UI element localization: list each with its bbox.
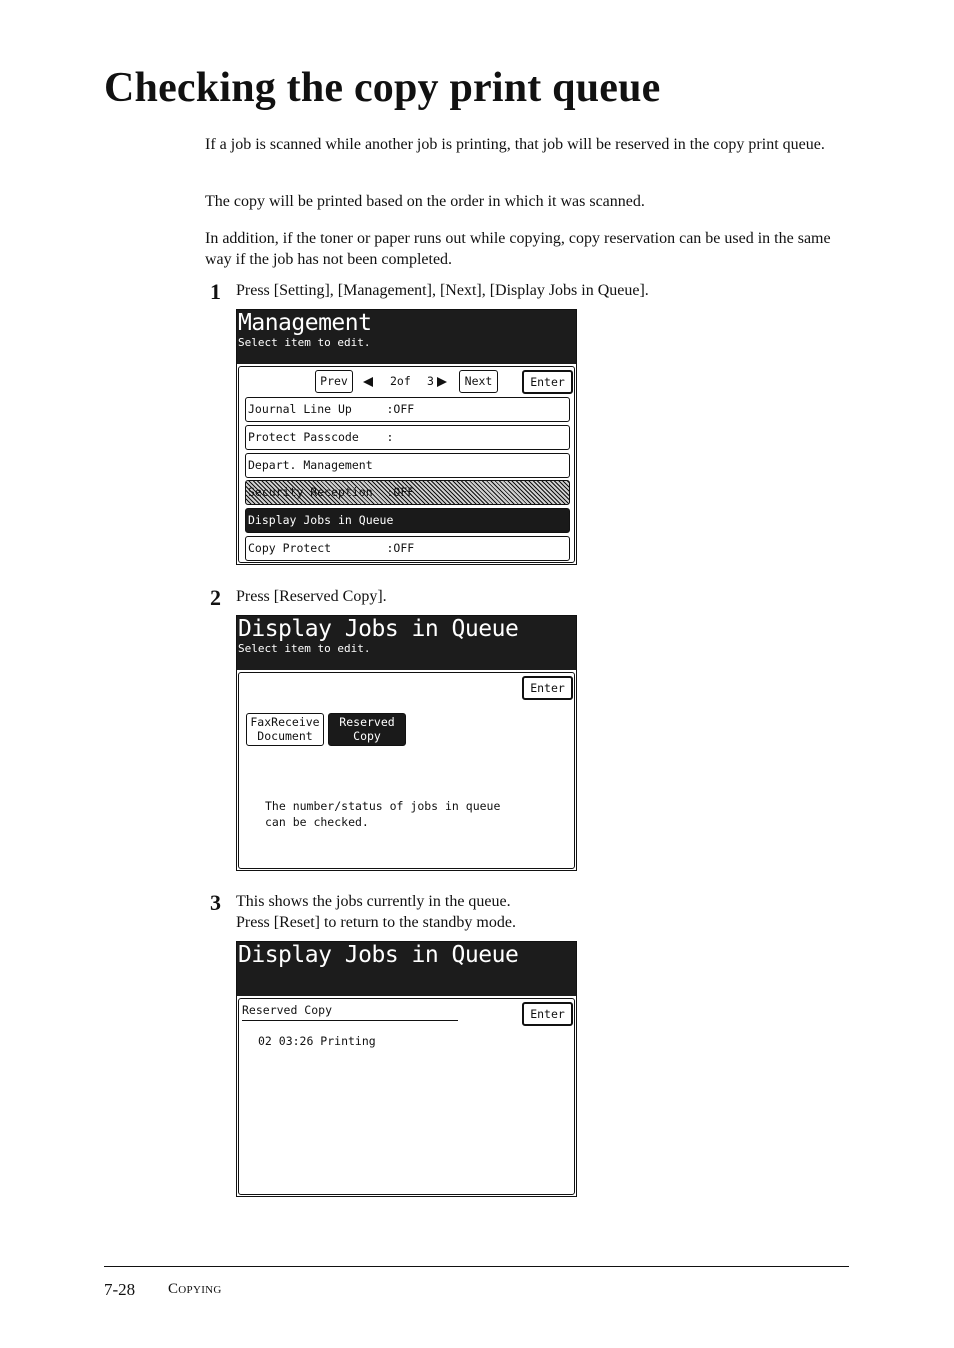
screen-header (237, 942, 576, 996)
queue-job-item[interactable]: 02 03:26 Printing (258, 1034, 376, 1048)
display-jobs-screen (236, 615, 577, 871)
screen-subtitle: Select item to edit. (238, 642, 371, 655)
reserved-copy-button[interactable] (328, 713, 406, 746)
screen-header (237, 310, 576, 364)
intro-paragraph-3: In addition, if the toner or paper runs out while copying, copy reservation can be used in the same way if the job has not been completed. (205, 230, 831, 268)
screen-panel (238, 366, 575, 563)
footer-page-number: 7-28 (104, 1280, 136, 1299)
screen-panel (238, 672, 575, 869)
next-arrow-icon[interactable] (437, 377, 447, 387)
queue-message-line2: can be checked. (265, 815, 369, 829)
menu-row-protect-passcode[interactable]: Protect Passcode : (245, 425, 570, 450)
screen-subtitle: Select item to edit. (238, 336, 371, 349)
step-2-number: 2 (210, 585, 221, 610)
screen-header (237, 616, 576, 670)
page-title: Checking the copy print queue (104, 65, 661, 111)
footer-chapter-name: Copying (168, 1281, 222, 1297)
step-2-text: Press [Reserved Copy]. (236, 588, 387, 605)
fax-receive-document-button[interactable] (246, 713, 324, 746)
page-total: 3 (427, 374, 434, 388)
reserved-copy-screen (236, 941, 577, 1197)
menu-row-display-jobs-in-queue[interactable]: Display Jobs in Queue (245, 508, 570, 533)
enter-button[interactable]: Enter (522, 370, 573, 394)
reserved-copy-list-header: Reserved Copy (242, 1003, 458, 1021)
next-button[interactable]: Next (459, 370, 498, 393)
footer-divider (104, 1266, 849, 1267)
fax-receive-label-line2: Document (257, 729, 313, 743)
step-3-text: This shows the jobs currently in the queue. (236, 893, 511, 910)
reserved-copy-label-line1: Reserved (339, 715, 395, 729)
step-3-number: 3 (210, 890, 221, 915)
menu-row-security-reception[interactable]: Security Reception :OFF (245, 480, 570, 505)
prev-arrow-icon[interactable] (363, 377, 373, 387)
screen-title: Display Jobs in Queue (238, 942, 519, 968)
enter-button[interactable]: Enter (522, 676, 573, 700)
reserved-copy-label-line2: Copy (353, 729, 381, 743)
enter-button[interactable]: Enter (522, 1002, 573, 1026)
screen-title: Display Jobs in Queue (238, 616, 519, 642)
fax-receive-label-line1: FaxReceive (250, 715, 320, 729)
menu-row-journal-line-up[interactable]: Journal Line Up :OFF (245, 397, 570, 422)
step-1-number: 1 (210, 279, 221, 304)
queue-message-line1: The number/status of jobs in queue (265, 799, 501, 813)
intro-paragraph-1: If a job is scanned while another job is printing, that job will be reserved in the copy print queue. (205, 136, 825, 153)
prev-button[interactable]: Prev (315, 370, 353, 393)
management-screen (236, 309, 577, 565)
menu-row-depart-management[interactable]: Depart. Management (245, 453, 570, 478)
step-1-text: Press [Setting], [Management], [Next], [Display Jobs in Queue]. (236, 282, 649, 299)
page-current: 2of (390, 374, 411, 388)
intro-paragraph-2: The copy will be printed based on the order in which it was scanned. (205, 193, 645, 210)
menu-row-copy-protect[interactable]: Copy Protect :OFF (245, 536, 570, 561)
step-3-text-2: Press [Reset] to return to the standby mode. (236, 914, 516, 931)
screen-title: Management (238, 310, 372, 336)
screen-panel (238, 998, 575, 1195)
